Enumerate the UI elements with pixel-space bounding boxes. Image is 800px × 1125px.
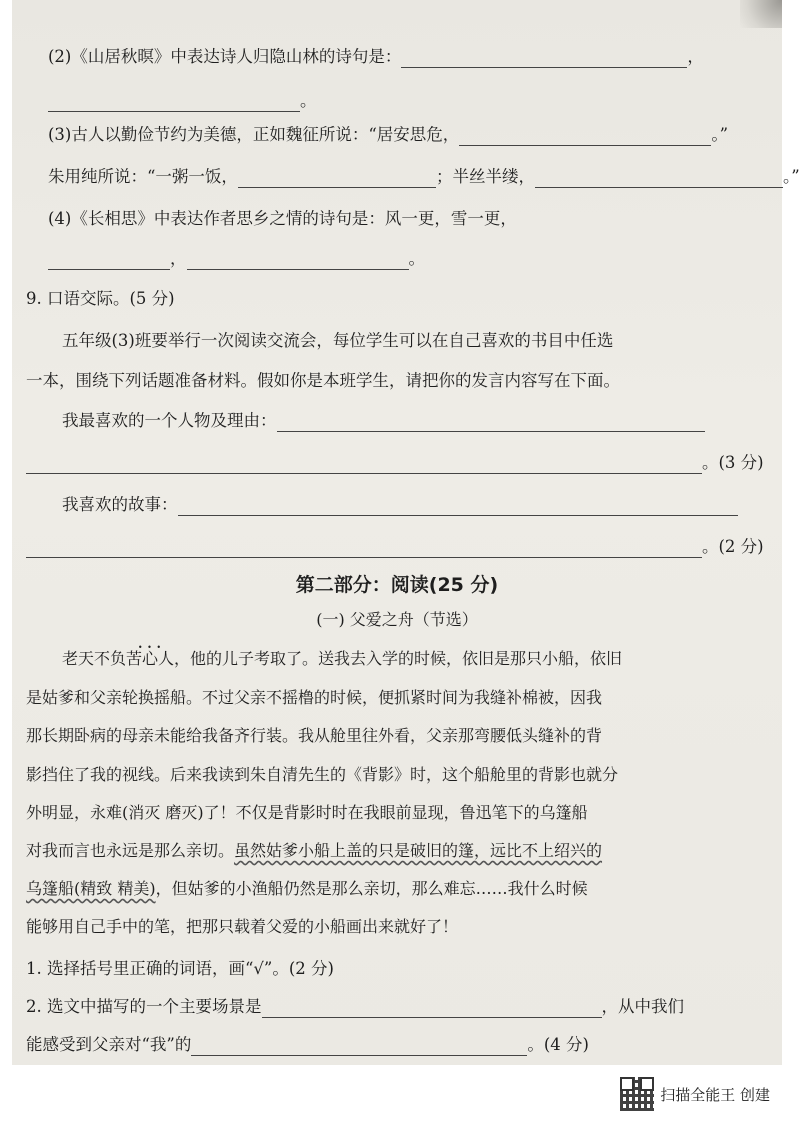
emphasis-dots-text: • • • 苦心人 [126,649,174,668]
q8-part4-comma: ， [170,249,187,268]
passage-title: (一) 父爱之舟（节选） [316,610,478,629]
scanned-exam-page [12,0,800,1065]
q9-title: 9. 口语交际。(5 分) [26,289,175,308]
q9-item1-label: 我最喜欢的一个人物及理由： [62,411,277,430]
answer-blank[interactable] [48,251,170,270]
q8-part4-line [48,208,517,230]
answer-blank[interactable] [26,455,702,474]
answer-blank[interactable] [187,251,409,270]
answer-blank[interactable] [459,127,711,146]
q8-part4-end: 。 [408,249,425,268]
q8-part3-end: 。” [711,125,728,144]
passage-l1-a: 老天不负 [62,649,127,668]
q8-part3-line [48,124,728,146]
answer-blank[interactable] [401,49,687,68]
passage-line8: 能够用自己手中的笔，把那只载着父爱的小船画出来就好了！ [26,917,459,936]
answer-blank[interactable] [178,497,738,516]
q2-text-a: 2. 选文中描写的一个主要场景是 [26,997,262,1016]
passage-line6 [26,840,602,862]
q8-part4-text: (4)《长相思》中表达作者思乡之情的诗句是：风一更，雪一更， [48,209,517,228]
passage-l6-a: 对我而言也永远是那么亲切。 [26,841,235,860]
q9-item1-score: 。(3 分) [702,453,764,472]
q8-part2-end: 。 [300,91,317,110]
q8-part3-text: (3)古人以勤俭节约为美德，正如魏征所说：“居安思危， [48,125,460,144]
q9-item2-score: 。(2 分) [702,537,764,556]
passage-l7-b: ，但姑爹的小渔船仍然是那么亲切，那么难忘……我什么时候 [155,879,588,898]
q9-item1-line2 [26,452,764,474]
q8-part3b-b: ；半丝半缕， [435,167,535,186]
q9-item2-label: 我喜欢的故事： [62,495,178,514]
q8-part3b-a: 朱用纯所说：“一粥一饭， [48,167,238,186]
wavy-underlined-text: 虽然姑爹小船上盖的只是破旧的篷，远比不上绍兴的 [234,841,603,860]
reading-question-2-line2 [26,1034,589,1056]
q8-part4-line2 [48,248,425,270]
q2-text-c: 能感受到父亲对“我”的 [26,1035,192,1054]
answer-blank[interactable] [26,539,702,558]
wavy-underlined-text: 乌篷船(精致 精美) [26,879,156,898]
q8-part3b-line [48,166,800,188]
q8-part2-comma: ， [687,47,704,66]
answer-blank[interactable] [262,999,602,1018]
qr-code-icon [620,1077,654,1111]
watermark-label: 扫描全能王 创建 [660,1085,770,1104]
passage-line1 [62,648,622,670]
answer-blank[interactable] [48,93,300,112]
part2-title: 第二部分：阅读(25 分) [295,574,499,596]
q9-body-line1: 五年级(3)班要举行一次阅读交流会，每位学生可以在自己喜欢的书目中任选 [62,331,614,350]
q8-part3b-c: 。” [782,167,800,186]
q9-item2-line2 [26,536,764,558]
passage-line2: 是姑爹和父亲轮换摇船。不过父亲不摇橹的时候，便抓紧时间为我缝补棉被，因我 [26,688,603,707]
q8-part2-line2 [48,90,317,112]
passage-line3: 那长期卧病的母亲未能给我备齐行装。我从舱里往外看，父亲那弯腰低头缝补的背 [26,726,603,745]
q2-text-d: 。(4 分) [527,1035,589,1054]
passage-line4: 影挡住了我的视线。后来我读到朱自清先生的《背影》时，这个船舱里的背影也就分 [26,765,619,784]
passage-line7 [26,878,588,900]
q8-part2-line [48,46,704,68]
passage-l1-b: ，他的儿子考取了。送我去入学的时候，依旧是那只小船，依旧 [174,649,623,668]
answer-blank[interactable] [191,1037,527,1056]
q8-part2-text: (2)《山居秋暝》中表达诗人归隐山林的诗句是： [48,47,402,66]
q2-text-b: ，从中我们 [601,997,684,1016]
answer-blank[interactable] [277,413,705,432]
scanner-watermark [620,1077,770,1111]
q9-item1 [62,410,705,432]
answer-blank[interactable] [238,169,436,188]
reading-question-2 [26,996,684,1018]
page-corner-shadow [740,0,782,28]
q9-body-line2: 一本，围绕下列话题准备材料。假如你是本班学生，请把你的发言内容写在下面。 [26,371,620,390]
answer-blank[interactable] [535,169,783,188]
q9-item2 [62,494,738,516]
reading-question-1: 1. 选择括号里正确的词语，画“√”。(2 分) [26,959,334,978]
passage-line5: 外明显，永难(消灭 磨灭)了！不仅是背影时时在我眼前显现，鲁迅笔下的乌篷船 [26,803,588,822]
